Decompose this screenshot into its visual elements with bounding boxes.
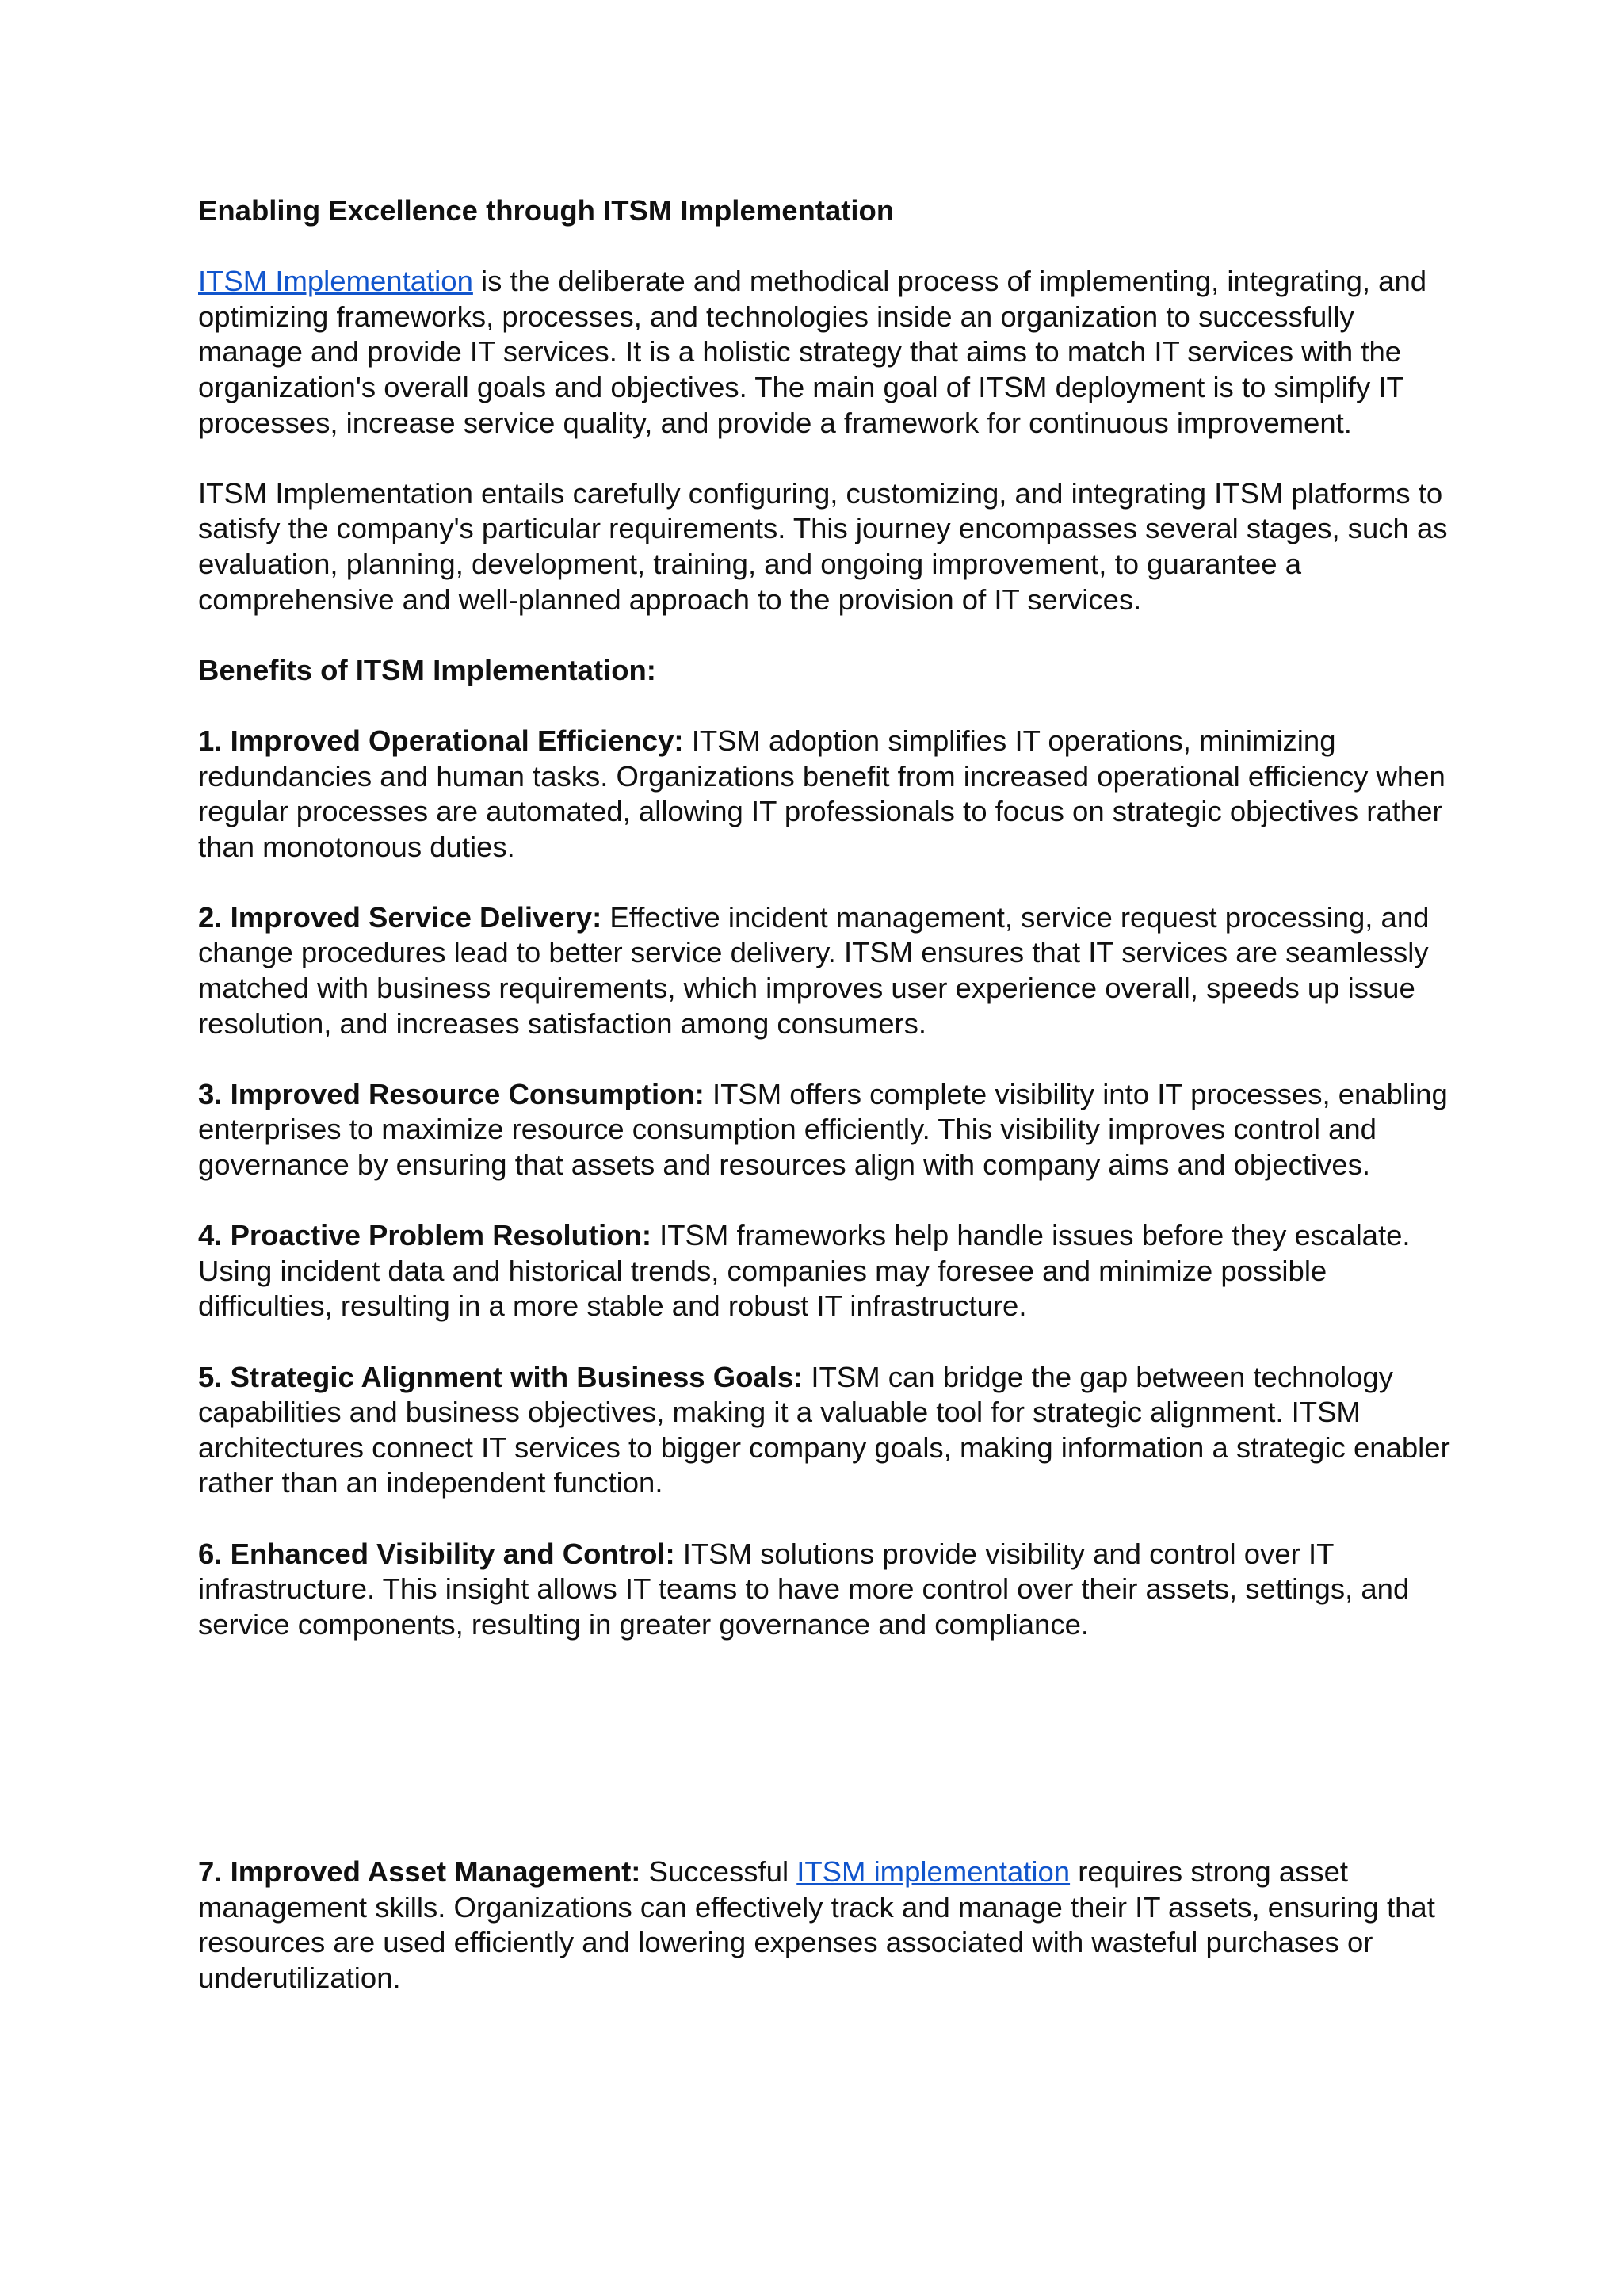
benefit-item-1 (198, 724, 1450, 865)
benefit-text: ITSM offers complete visibility into IT processes, enabling enterprises to maximize resource consumption efficiently. This visibility improves control and governance by ensuring that assets and resources align with company aims and objectives. (198, 1077, 1448, 1182)
itsm-implementation-link-2[interactable]: ITSM implementation (796, 1855, 1071, 1888)
benefit-item-7 (198, 1855, 1450, 1996)
benefit-text: ITSM adoption simplifies IT operations, minimizing redundancies and human tasks. Organizations benefit from increased operational efficiency when regular processes are automated, allowing IT professionals to focus on strategic objectives rather than monotonous duties. (198, 724, 1445, 863)
benefit-text: ITSM can bridge the gap between technology capabilities and business objectives, making it a valuable tool for strategic alignment. ITSM architectures connect IT services to bigger company goals, making information a strategic enabler rather than an independent function. (198, 1360, 1450, 1499)
benefit-item-2 (198, 900, 1450, 1041)
benefit-item-3 (198, 1077, 1450, 1183)
benefit-item-4 (198, 1218, 1450, 1324)
document-body (198, 193, 1450, 2031)
benefit-label: 6. Enhanced Visibility and Control: (198, 1537, 675, 1570)
benefit-item-6 (198, 1537, 1450, 1643)
benefit-label: 7. Improved Asset Management: (198, 1855, 641, 1888)
benefit-label: 5. Strategic Alignment with Business Goals: (198, 1360, 804, 1393)
benefit-text: ITSM solutions provide visibility and control over IT infrastructure. This insight allows IT teams to have more control over their assets, settings, and service components, resulting in greater governance and compliance. (198, 1537, 1410, 1641)
blank-space (198, 1678, 1450, 1855)
paragraph-two: ITSM Implementation entails carefully configuring, customizing, and integrating ITSM platforms to satisfy the company's particular requirements. This journey encompasses several stages, such as evaluation, planning, development, training, and ongoing improvement, to guarantee a comprehensive and well-planned approach to the provision of IT services. (198, 476, 1448, 616)
benefits-heading: Benefits of ITSM Implementation: (198, 653, 656, 686)
intro-paragraph (198, 264, 1450, 441)
benefit-label: 1. Improved Operational Efficiency: (198, 724, 684, 757)
document-title: Enabling Excellence through ITSM Implementation (198, 194, 895, 227)
benefit-text: ITSM frameworks help handle issues before they escalate. Using incident data and historical trends, companies may foresee and minimize possible difficulties, resulting in a more stable and robust IT infrastructure. (198, 1219, 1411, 1323)
benefit-text-before: Successful (640, 1855, 797, 1888)
itsm-implementation-link[interactable]: ITSM Implementation (198, 265, 473, 298)
benefit-text-after: requires strong asset management skills. Organizations can effectively track and manage their IT assets, ensuring that resources are used efficiently and lowering expenses associated with wasteful purchases or underutilization. (198, 1855, 1435, 1994)
benefit-item-5 (198, 1360, 1450, 1501)
benefit-text: Effective incident management, service request processing, and change procedures lead to better service delivery. ITSM ensures that IT services are seamlessly matched with business requirements, which improves user experience overall, speeds up issue resolution, and increases satisfaction among consumers. (198, 900, 1430, 1040)
benefit-label: 4. Proactive Problem Resolution: (198, 1219, 651, 1252)
benefit-label: 2. Improved Service Delivery: (198, 900, 602, 934)
benefit-label: 3. Improved Resource Consumption: (198, 1077, 705, 1110)
intro-text: is the deliberate and methodical process of implementing, integrating, and optimizing frameworks, processes, and technologies inside an organization to successfully manage and provide IT services. It is a holistic strategy that aims to match IT services with the organization's overall goals and objectives. The main goal of ITSM deployment is to simplify IT processes, increase service quality, and provide a framework for continuous improvement. (198, 265, 1427, 439)
